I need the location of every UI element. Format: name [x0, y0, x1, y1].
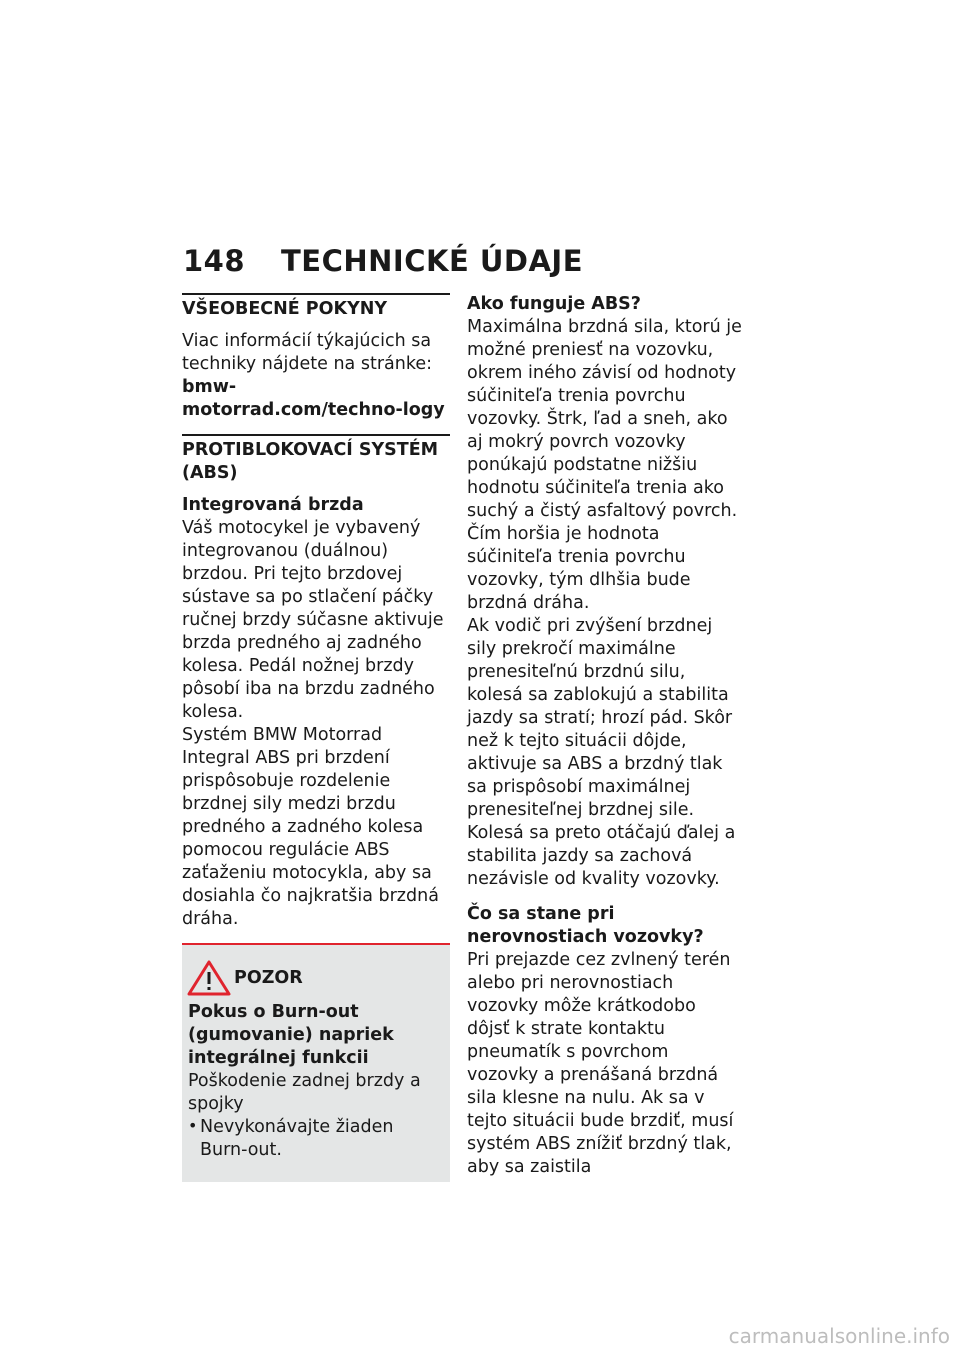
subhead-how-abs-works: Ako funguje ABS? [467, 294, 641, 314]
abs-paragraph-2: Ak vodič pri zvýšení brzdnej sily prekročí maximálne prenesiteľnú brzdnú silu, kolesá sa zablokujú a stabilita jazdy sa stratí; hrozí pád. Skôr než k tejto situácii dôjde, aktivuje sa ABS a brzdný tlak sa prispôsobí maximálnej prenesiteľnej brzdnej sile. Kolesá sa preto otáčajú ďalej a stabilita jazdy sa zachová nezávisle od kvality vozovky. [467, 616, 736, 889]
general-text: Viac informácií týkajúcich sa techniky nájdete na stránke: [182, 331, 433, 374]
warning-text: Poškodenie zadnej brzdy a spojky [188, 1071, 421, 1114]
page-header [183, 244, 583, 278]
techno-link[interactable]: bmw-motorrad.com/techno-logy [182, 377, 445, 420]
warning-bullet-text: Nevykonávajte žiaden Burn-out. [200, 1117, 394, 1160]
warning-box [182, 943, 450, 1182]
chapter-title: TECHNICKÉ ÚDAJE [281, 244, 584, 278]
page-number: 148 [183, 244, 246, 278]
uneven-road-paragraph: Pri prejazde cez zvlnený terén alebo pri nerovnostiach vozovky môže krátkodobo dôjsť k strate kontaktu pneumatík s povrchom vozovky a prenášaná brzdná sila klesne na nulu. Ak sa v tejto situácii bude brzdiť, musí systém ABS znížiť brzdný tlak, aby sa zaistila [467, 950, 734, 1177]
watermark: carmanualsonline.info [728, 1324, 950, 1348]
warning-header [188, 959, 444, 997]
subhead-uneven-road: Čo sa stane pri nerovnostiach vozovky? [467, 904, 704, 947]
abs-paragraph-1: Maximálna brzdná sila, ktorú je možné preniesť na vozovku, okrem iného závisí od hodnoty súčiniteľa trenia povrchu vozovky. Štrk, ľad a sneh, ako aj mokrý povrch vozovky ponúkajú podstatne nižšiu hodnotu súčiniteľa trenia ako suchý a čistý asfaltový povrch. Čím horšia je hodnota súčiniteľa trenia povrchu vozovky, tým dlhšia bude brzdná dráha. [467, 317, 742, 613]
integral-brake-paragraph: Váš motocykel je vybavený integrovanou (duálnou) brzdou. Pri tejto brzdovej sústave sa po stlačení páčky ručnej brzdy súčasne aktivuje brzda predného aj zadného kolesa. Pedál nožnej brzdy pôsobí iba na brzdu zadného kolesa. [182, 518, 444, 722]
section-title-abs: PROTIBLOKOVACÍ SYSTÉM (ABS) [182, 434, 450, 485]
warning-bullet: • Nevykonávajte žiaden Burn-out. [188, 1116, 444, 1162]
section-title-general: VŠEOBECNÉ POKYNY [182, 293, 450, 321]
warning-label: POZOR [234, 968, 303, 988]
right-column [467, 293, 742, 1179]
warning-heading: Pokus o Burn-out (gumovanie) napriek integrálnej funkcii [188, 1002, 394, 1068]
warning-triangle-icon [186, 959, 232, 997]
left-column [182, 293, 450, 1182]
integral-abs-paragraph: Systém BMW Motorrad Integral ABS pri brzdení prispôsobuje rozdelenie brzdnej sily medzi brzdu predného a zadného kolesa pomocou regulácie ABS zaťaženiu motocykla, aby sa dosiahla čo najkratšia brzdná dráha. [182, 725, 439, 929]
subhead-integral-brake: Integrovaná brzda [182, 495, 364, 515]
